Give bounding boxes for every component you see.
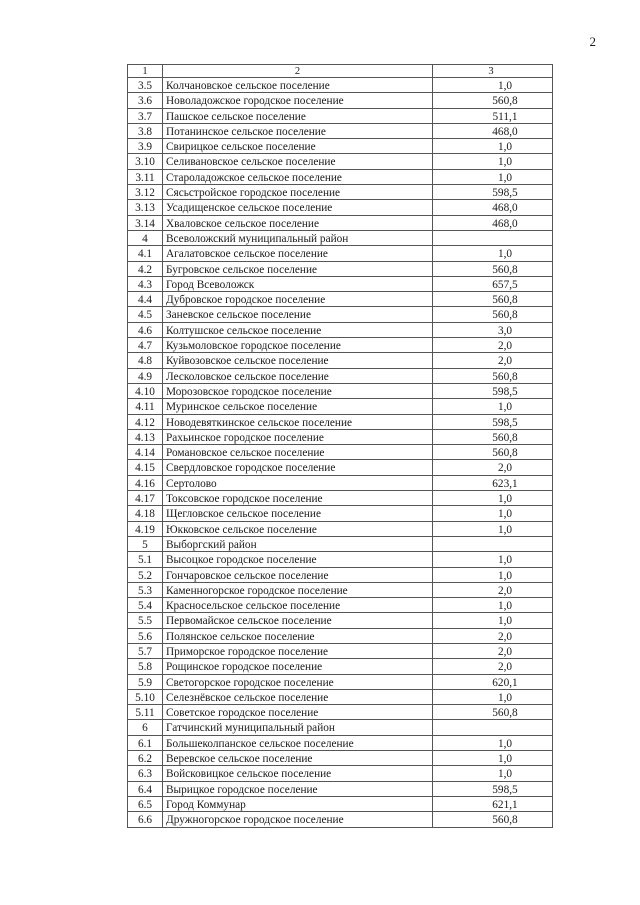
value-cell: 560,8 [433, 292, 553, 307]
row-number-cell: 4.12 [128, 414, 163, 429]
table-row [128, 429, 553, 444]
row-number-cell: 5.1 [128, 552, 163, 567]
row-number-cell: 6.5 [128, 796, 163, 811]
table-row [128, 139, 553, 154]
value-cell: 2,0 [433, 353, 553, 368]
table-row [128, 154, 553, 169]
value-cell: 1,0 [433, 766, 553, 781]
settlement-name-cell: Юкковское сельское поселение [163, 521, 433, 536]
row-number-cell: 3.5 [128, 78, 163, 93]
table-row [128, 536, 553, 551]
value-cell: 598,5 [433, 383, 553, 398]
row-number-cell: 4.8 [128, 353, 163, 368]
value-cell: 468,0 [433, 200, 553, 215]
table-row [128, 292, 553, 307]
row-number-cell: 4.17 [128, 491, 163, 506]
table-row [128, 383, 553, 398]
settlement-name-cell: Войсковицкое сельское поселение [163, 766, 433, 781]
settlement-name-cell: Щегловское сельское поселение [163, 506, 433, 521]
row-number-cell: 6.1 [128, 735, 163, 750]
table-row [128, 613, 553, 628]
row-number-cell: 5 [128, 536, 163, 551]
row-number-cell: 5.2 [128, 567, 163, 582]
settlement-name-cell: Светогорское городское поселение [163, 674, 433, 689]
row-number-cell: 3.10 [128, 154, 163, 169]
table-row [128, 261, 553, 276]
settlement-name-cell: Свердловское городское поселение [163, 460, 433, 475]
row-number-cell: 4.18 [128, 506, 163, 521]
row-number-cell: 6.3 [128, 766, 163, 781]
table-row [128, 246, 553, 261]
settlement-name-cell: Гатчинский муниципальный район [163, 720, 433, 735]
value-cell: 1,0 [433, 491, 553, 506]
table-header-row [128, 65, 553, 78]
table-row [128, 230, 553, 245]
row-number-cell: 4.14 [128, 445, 163, 460]
table-row [128, 399, 553, 414]
value-cell: 468,0 [433, 215, 553, 230]
row-number-cell: 5.8 [128, 659, 163, 674]
table-row [128, 200, 553, 215]
value-cell [433, 720, 553, 735]
row-number-cell: 5.3 [128, 582, 163, 597]
row-number-cell: 5.7 [128, 643, 163, 658]
row-number-cell: 6.6 [128, 812, 163, 827]
row-number-cell: 3.7 [128, 108, 163, 123]
settlement-name-cell: Староладожское сельское поселение [163, 169, 433, 184]
table-row [128, 598, 553, 613]
settlement-name-cell: Город Коммунар [163, 796, 433, 811]
settlement-name-cell: Новодевяткинское сельское поселение [163, 414, 433, 429]
settlement-name-cell: Красносельское сельское поселение [163, 598, 433, 613]
settlement-name-cell: Высоцкое городское поселение [163, 552, 433, 567]
value-cell: 560,8 [433, 307, 553, 322]
settlement-name-cell: Выборгский район [163, 536, 433, 551]
settlement-name-cell: Селезнёвское сельское поселение [163, 689, 433, 704]
value-cell: 1,0 [433, 735, 553, 750]
row-number-cell: 5.9 [128, 674, 163, 689]
row-number-cell: 4.4 [128, 292, 163, 307]
table-row [128, 322, 553, 337]
settlement-name-cell: Колтушское сельское поселение [163, 322, 433, 337]
value-cell: 1,0 [433, 613, 553, 628]
value-cell: 657,5 [433, 276, 553, 291]
table-row [128, 491, 553, 506]
table-row [128, 338, 553, 353]
row-number-cell: 5.4 [128, 598, 163, 613]
settlement-name-cell: Кузьмоловское городское поселение [163, 338, 433, 353]
value-cell: 1,0 [433, 506, 553, 521]
row-number-cell: 4.1 [128, 246, 163, 261]
row-number-cell: 4.7 [128, 338, 163, 353]
row-number-cell: 6.2 [128, 751, 163, 766]
page-number: 2 [589, 34, 596, 49]
settlement-name-cell: Свирицкое сельское поселение [163, 139, 433, 154]
settlement-name-cell: Морозовское городское поселение [163, 383, 433, 398]
table-row [128, 735, 553, 750]
settlement-name-cell: Токсовское городское поселение [163, 491, 433, 506]
table-row [128, 643, 553, 658]
value-cell: 1,0 [433, 521, 553, 536]
settlement-name-cell: Первомайское сельское поселение [163, 613, 433, 628]
value-cell [433, 536, 553, 551]
table-row [128, 414, 553, 429]
value-cell: 620,1 [433, 674, 553, 689]
settlement-name-cell: Каменногорское городское поселение [163, 582, 433, 597]
value-cell: 1,0 [433, 78, 553, 93]
settlement-name-cell: Веревское сельское поселение [163, 751, 433, 766]
table-row [128, 307, 553, 322]
row-number-cell: 4.10 [128, 383, 163, 398]
table-row [128, 460, 553, 475]
settlement-name-cell: Всеволожский муниципальный район [163, 230, 433, 245]
table-row [128, 705, 553, 720]
value-cell: 621,1 [433, 796, 553, 811]
value-cell: 560,8 [433, 705, 553, 720]
settlement-name-cell: Куйвозовское сельское поселение [163, 353, 433, 368]
row-number-cell: 4 [128, 230, 163, 245]
settlement-name-cell: Полянское сельское поселение [163, 628, 433, 643]
row-number-cell: 3.12 [128, 185, 163, 200]
value-cell: 2,0 [433, 460, 553, 475]
value-cell: 598,5 [433, 185, 553, 200]
value-cell: 1,0 [433, 751, 553, 766]
value-cell: 560,8 [433, 445, 553, 460]
table-row [128, 78, 553, 93]
table-row [128, 659, 553, 674]
value-cell: 2,0 [433, 338, 553, 353]
row-number-cell: 5.6 [128, 628, 163, 643]
value-cell: 2,0 [433, 628, 553, 643]
settlement-name-cell: Романовское сельское поселение [163, 445, 433, 460]
value-cell: 511,1 [433, 108, 553, 123]
row-number-cell: 4.13 [128, 429, 163, 444]
value-cell: 560,8 [433, 93, 553, 108]
settlement-name-cell: Дубровское городское поселение [163, 292, 433, 307]
value-cell: 598,5 [433, 781, 553, 796]
row-number-cell: 4.16 [128, 475, 163, 490]
row-number-cell: 5.10 [128, 689, 163, 704]
settlement-name-cell: Лесколовское сельское поселение [163, 368, 433, 383]
table-row [128, 751, 553, 766]
table-row [128, 475, 553, 490]
value-cell: 1,0 [433, 567, 553, 582]
settlement-name-cell: Город Всеволожск [163, 276, 433, 291]
table-row [128, 93, 553, 108]
row-number-cell: 6 [128, 720, 163, 735]
value-cell: 1,0 [433, 169, 553, 184]
value-cell: 560,8 [433, 261, 553, 276]
settlement-name-cell: Колчановское сельское поселение [163, 78, 433, 93]
table-row [128, 276, 553, 291]
header-col-3: 3 [433, 65, 553, 78]
table-row [128, 185, 553, 200]
value-cell: 1,0 [433, 399, 553, 414]
table-row [128, 781, 553, 796]
header-col-2: 2 [163, 65, 433, 78]
table-row [128, 582, 553, 597]
table-row [128, 689, 553, 704]
settlement-name-cell: Рощинское городское поселение [163, 659, 433, 674]
value-cell: 1,0 [433, 598, 553, 613]
table-row [128, 353, 553, 368]
value-cell: 2,0 [433, 659, 553, 674]
row-number-cell: 3.8 [128, 123, 163, 138]
row-number-cell: 3.13 [128, 200, 163, 215]
row-number-cell: 4.3 [128, 276, 163, 291]
table-row [128, 628, 553, 643]
settlement-name-cell: Дружногорское городское поселение [163, 812, 433, 827]
value-cell: 1,0 [433, 139, 553, 154]
value-cell: 1,0 [433, 154, 553, 169]
row-number-cell: 3.9 [128, 139, 163, 154]
table-row [128, 108, 553, 123]
table-row [128, 169, 553, 184]
value-cell: 3,0 [433, 322, 553, 337]
row-number-cell: 4.5 [128, 307, 163, 322]
value-cell: 2,0 [433, 582, 553, 597]
value-cell: 623,1 [433, 475, 553, 490]
value-cell: 560,8 [433, 368, 553, 383]
settlement-name-cell: Потанинское сельское поселение [163, 123, 433, 138]
value-cell: 560,8 [433, 812, 553, 827]
settlement-name-cell: Гончаровское сельское поселение [163, 567, 433, 582]
settlement-name-cell: Муринское сельское поселение [163, 399, 433, 414]
value-cell: 1,0 [433, 552, 553, 567]
settlement-name-cell: Усадищенское сельское поселение [163, 200, 433, 215]
settlement-name-cell: Заневское сельское поселение [163, 307, 433, 322]
settlement-name-cell: Новоладожское городское поселение [163, 93, 433, 108]
value-cell: 560,8 [433, 429, 553, 444]
settlements-table [127, 64, 553, 828]
table-row [128, 766, 553, 781]
settlement-name-cell: Агалатовское сельское поселение [163, 246, 433, 261]
row-number-cell: 5.11 [128, 705, 163, 720]
settlement-name-cell: Большеколпанское сельское поселение [163, 735, 433, 750]
table-row [128, 674, 553, 689]
settlement-name-cell: Сертолово [163, 475, 433, 490]
row-number-cell: 4.6 [128, 322, 163, 337]
settlement-name-cell: Приморское городское поселение [163, 643, 433, 658]
row-number-cell: 4.2 [128, 261, 163, 276]
value-cell [433, 230, 553, 245]
table-row [128, 506, 553, 521]
value-cell: 468,0 [433, 123, 553, 138]
row-number-cell: 3.11 [128, 169, 163, 184]
table-row [128, 567, 553, 582]
settlement-name-cell: Вырицкое городское поселение [163, 781, 433, 796]
header-col-1: 1 [128, 65, 163, 78]
table-row [128, 720, 553, 735]
table-row [128, 123, 553, 138]
settlement-name-cell: Бугровское сельское поселение [163, 261, 433, 276]
row-number-cell: 4.19 [128, 521, 163, 536]
row-number-cell: 5.5 [128, 613, 163, 628]
row-number-cell: 4.9 [128, 368, 163, 383]
value-cell: 1,0 [433, 689, 553, 704]
table-body [128, 78, 553, 828]
settlement-name-cell: Рахьинское городское поселение [163, 429, 433, 444]
table-row [128, 445, 553, 460]
value-cell: 598,5 [433, 414, 553, 429]
settlement-name-cell: Хваловское сельское поселение [163, 215, 433, 230]
table-row [128, 368, 553, 383]
row-number-cell: 3.6 [128, 93, 163, 108]
table-row [128, 552, 553, 567]
row-number-cell: 4.11 [128, 399, 163, 414]
settlement-name-cell: Советское городское поселение [163, 705, 433, 720]
value-cell: 2,0 [433, 643, 553, 658]
settlement-name-cell: Селивановское сельское поселение [163, 154, 433, 169]
table-row [128, 521, 553, 536]
settlement-name-cell: Сясьстройское городское поселение [163, 185, 433, 200]
table-row [128, 215, 553, 230]
table-row [128, 812, 553, 827]
row-number-cell: 4.15 [128, 460, 163, 475]
table-row [128, 796, 553, 811]
settlement-name-cell: Пашское сельское поселение [163, 108, 433, 123]
value-cell: 1,0 [433, 246, 553, 261]
row-number-cell: 6.4 [128, 781, 163, 796]
row-number-cell: 3.14 [128, 215, 163, 230]
